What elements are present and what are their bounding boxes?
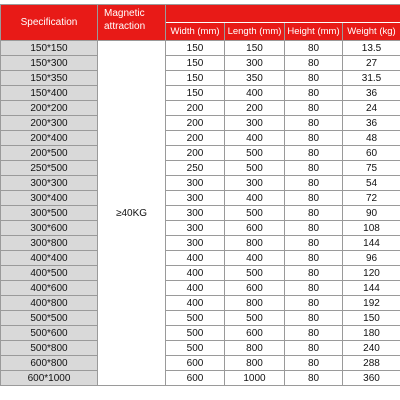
- cell-width: 500: [166, 341, 225, 356]
- cell-height: 80: [285, 146, 343, 161]
- table-row: [1, 296, 400, 311]
- cell-length: 400: [225, 251, 285, 266]
- cell-specification: 500*500: [1, 311, 98, 326]
- cell-height: 80: [285, 356, 343, 371]
- cell-width: 300: [166, 176, 225, 191]
- cell-specification: 400*800: [1, 296, 98, 311]
- header-specification: Specification: [1, 5, 98, 41]
- cell-height: 80: [285, 236, 343, 251]
- cell-magnetic-attraction: ≥40KG: [98, 41, 166, 386]
- table-row: [1, 341, 400, 356]
- cell-height: 80: [285, 56, 343, 71]
- cell-width: 400: [166, 251, 225, 266]
- cell-specification: 400*400: [1, 251, 98, 266]
- cell-length: 400: [225, 86, 285, 101]
- cell-weight: 36: [343, 116, 400, 131]
- cell-height: 80: [285, 86, 343, 101]
- cell-height: 80: [285, 266, 343, 281]
- cell-width: 300: [166, 191, 225, 206]
- table-body: [1, 41, 400, 386]
- cell-weight: 72: [343, 191, 400, 206]
- table-row: [1, 161, 400, 176]
- cell-length: 600: [225, 221, 285, 236]
- cell-specification: 200*500: [1, 146, 98, 161]
- cell-width: 400: [166, 266, 225, 281]
- cell-length: 500: [225, 146, 285, 161]
- cell-length: 300: [225, 116, 285, 131]
- cell-specification: 150*150: [1, 41, 98, 56]
- cell-width: 250: [166, 161, 225, 176]
- table-row: [1, 356, 400, 371]
- cell-width: 150: [166, 56, 225, 71]
- cell-specification: 150*300: [1, 56, 98, 71]
- header-height: Height (mm): [285, 23, 343, 41]
- cell-width: 600: [166, 371, 225, 386]
- cell-height: 80: [285, 131, 343, 146]
- cell-weight: 96: [343, 251, 400, 266]
- cell-width: 300: [166, 206, 225, 221]
- header-magnetic-attraction: Magnetic attraction: [98, 5, 166, 41]
- cell-width: 200: [166, 101, 225, 116]
- spec-table-container: [0, 4, 400, 386]
- table-row: [1, 56, 400, 71]
- cell-length: 400: [225, 191, 285, 206]
- table-row: [1, 71, 400, 86]
- table-row: [1, 116, 400, 131]
- cell-height: 80: [285, 101, 343, 116]
- cell-specification: 200*400: [1, 131, 98, 146]
- cell-weight: 150: [343, 311, 400, 326]
- cell-weight: 54: [343, 176, 400, 191]
- cell-width: 200: [166, 146, 225, 161]
- table-row: [1, 176, 400, 191]
- table-row: [1, 146, 400, 161]
- cell-weight: 75: [343, 161, 400, 176]
- cell-specification: 300*500: [1, 206, 98, 221]
- table-row: [1, 131, 400, 146]
- cell-height: 80: [285, 371, 343, 386]
- specification-table: [0, 4, 400, 386]
- cell-width: 600: [166, 356, 225, 371]
- cell-weight: 108: [343, 221, 400, 236]
- cell-specification: 600*1000: [1, 371, 98, 386]
- cell-specification: 600*800: [1, 356, 98, 371]
- cell-width: 400: [166, 281, 225, 296]
- table-row: [1, 251, 400, 266]
- cell-specification: 400*600: [1, 281, 98, 296]
- cell-length: 300: [225, 56, 285, 71]
- cell-length: 300: [225, 176, 285, 191]
- cell-height: 80: [285, 221, 343, 236]
- table-row: [1, 191, 400, 206]
- cell-weight: 288: [343, 356, 400, 371]
- cell-weight: 31.5: [343, 71, 400, 86]
- cell-length: 800: [225, 296, 285, 311]
- cell-width: 300: [166, 221, 225, 236]
- cell-length: 800: [225, 356, 285, 371]
- cell-length: 500: [225, 311, 285, 326]
- cell-height: 80: [285, 176, 343, 191]
- cell-specification: 300*400: [1, 191, 98, 206]
- cell-length: 500: [225, 161, 285, 176]
- table-row: [1, 311, 400, 326]
- table-row: [1, 101, 400, 116]
- cell-weight: 48: [343, 131, 400, 146]
- cell-weight: 60: [343, 146, 400, 161]
- table-row: [1, 371, 400, 386]
- cell-width: 500: [166, 311, 225, 326]
- cell-length: 150: [225, 41, 285, 56]
- table-row: [1, 41, 400, 56]
- cell-length: 1000: [225, 371, 285, 386]
- cell-height: 80: [285, 116, 343, 131]
- cell-length: 600: [225, 281, 285, 296]
- cell-length: 400: [225, 131, 285, 146]
- cell-specification: 300*600: [1, 221, 98, 236]
- cell-height: 80: [285, 191, 343, 206]
- cell-weight: 360: [343, 371, 400, 386]
- cell-length: 350: [225, 71, 285, 86]
- table-row: [1, 221, 400, 236]
- cell-height: 80: [285, 161, 343, 176]
- cell-width: 150: [166, 71, 225, 86]
- cell-height: 80: [285, 341, 343, 356]
- header-weight: Weight (kg): [343, 23, 400, 41]
- cell-weight: 24: [343, 101, 400, 116]
- cell-weight: 144: [343, 236, 400, 251]
- table-row: [1, 236, 400, 251]
- cell-specification: 300*300: [1, 176, 98, 191]
- cell-weight: 120: [343, 266, 400, 281]
- cell-weight: 90: [343, 206, 400, 221]
- cell-weight: 36: [343, 86, 400, 101]
- cell-width: 150: [166, 41, 225, 56]
- cell-width: 200: [166, 116, 225, 131]
- table-row: [1, 86, 400, 101]
- cell-weight: 192: [343, 296, 400, 311]
- cell-specification: 500*800: [1, 341, 98, 356]
- cell-specification: 250*500: [1, 161, 98, 176]
- cell-width: 200: [166, 131, 225, 146]
- cell-specification: 300*800: [1, 236, 98, 251]
- cell-width: 150: [166, 86, 225, 101]
- cell-weight: 27: [343, 56, 400, 71]
- cell-width: 300: [166, 236, 225, 251]
- cell-length: 800: [225, 236, 285, 251]
- cell-height: 80: [285, 41, 343, 56]
- header-blank-band: [166, 5, 400, 23]
- cell-specification: 400*500: [1, 266, 98, 281]
- cell-length: 500: [225, 206, 285, 221]
- cell-weight: 180: [343, 326, 400, 341]
- cell-length: 200: [225, 101, 285, 116]
- table-row: [1, 281, 400, 296]
- cell-specification: 500*600: [1, 326, 98, 341]
- table-row: [1, 206, 400, 221]
- cell-height: 80: [285, 281, 343, 296]
- cell-length: 600: [225, 326, 285, 341]
- cell-height: 80: [285, 251, 343, 266]
- header-width: Width (mm): [166, 23, 225, 41]
- cell-length: 500: [225, 266, 285, 281]
- cell-height: 80: [285, 71, 343, 86]
- cell-specification: 150*400: [1, 86, 98, 101]
- table-row: [1, 326, 400, 341]
- cell-height: 80: [285, 296, 343, 311]
- table-header: [1, 5, 400, 41]
- cell-length: 800: [225, 341, 285, 356]
- cell-height: 80: [285, 206, 343, 221]
- cell-width: 500: [166, 326, 225, 341]
- cell-specification: 200*200: [1, 101, 98, 116]
- cell-weight: 13.5: [343, 41, 400, 56]
- cell-height: 80: [285, 311, 343, 326]
- cell-specification: 150*350: [1, 71, 98, 86]
- cell-height: 80: [285, 326, 343, 341]
- cell-weight: 240: [343, 341, 400, 356]
- cell-weight: 144: [343, 281, 400, 296]
- header-length: Length (mm): [225, 23, 285, 41]
- table-row: [1, 266, 400, 281]
- cell-width: 400: [166, 296, 225, 311]
- cell-specification: 200*300: [1, 116, 98, 131]
